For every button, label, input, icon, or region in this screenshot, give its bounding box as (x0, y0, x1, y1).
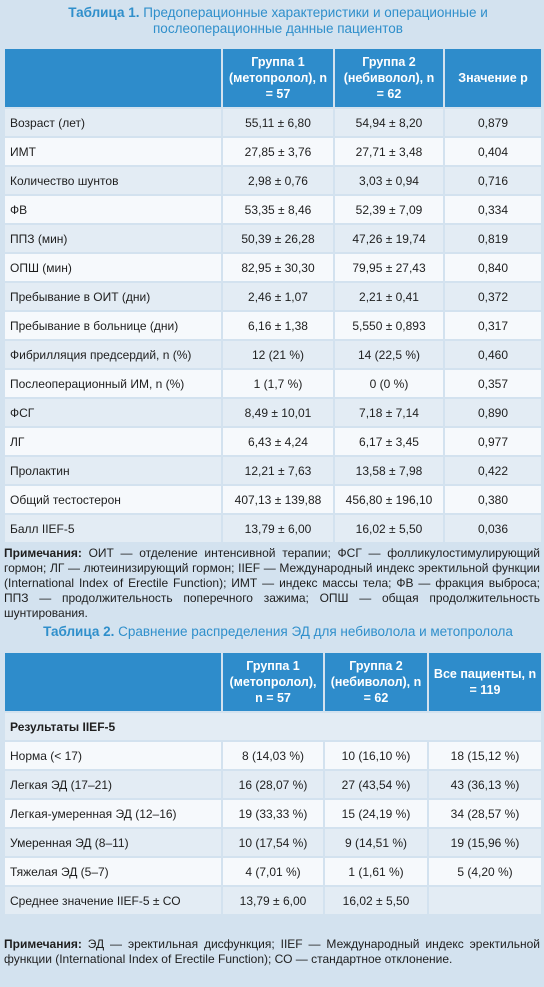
group2-value: 79,95 ± 27,43 (334, 253, 444, 282)
group2-value: 54,94 ± 8,20 (334, 108, 444, 137)
group1-value: 53,35 ± 8,46 (222, 195, 334, 224)
group1-value: 55,11 ± 6,80 (222, 108, 334, 137)
table-row (4, 514, 542, 543)
all-patients-value: 43 (36,13 %) (428, 770, 542, 799)
group1-value: 12,21 ± 7,63 (222, 456, 334, 485)
table1 (3, 47, 543, 544)
all-patients-value: 5 (4,20 %) (428, 857, 542, 886)
group1-value: 6,43 ± 4,24 (222, 427, 334, 456)
row-label: Тяжелая ЭД (5–7) (4, 857, 222, 886)
p-value: 0,819 (444, 224, 542, 253)
table-row (4, 166, 542, 195)
table-row (4, 857, 542, 886)
table-row (4, 886, 542, 915)
row-label: ОПШ (мин) (4, 253, 222, 282)
row-label: ФВ (4, 195, 222, 224)
table2-title-number: Таблица 2. (43, 624, 115, 639)
table2-header-group1: Группа 1 (метопролол), n = 57 (222, 652, 324, 712)
row-label: ИМТ (4, 137, 222, 166)
group2-value: 27 (43,54 %) (324, 770, 428, 799)
group2-value: 16,02 ± 5,50 (334, 514, 444, 543)
table-row (4, 253, 542, 282)
row-label: ЛГ (4, 427, 222, 456)
p-value: 0,890 (444, 398, 542, 427)
group2-value: 3,03 ± 0,94 (334, 166, 444, 195)
group2-value: 15 (24,19 %) (324, 799, 428, 828)
row-label: Пребывание в больнице (дни) (4, 311, 222, 340)
all-patients-value (428, 886, 542, 915)
group1-value: 1 (1,7 %) (222, 369, 334, 398)
group2-value: 1 (1,61 %) (324, 857, 428, 886)
row-label: Умеренная ЭД (8–11) (4, 828, 222, 857)
group1-value: 12 (21 %) (222, 340, 334, 369)
group2-value: 16,02 ± 5,50 (324, 886, 428, 915)
p-value: 0,357 (444, 369, 542, 398)
group1-value: 10 (17,54 %) (222, 828, 324, 857)
p-value: 0,317 (444, 311, 542, 340)
all-patients-value: 18 (15,12 %) (428, 741, 542, 770)
table-row (4, 108, 542, 137)
row-label: Норма (< 17) (4, 741, 222, 770)
row-label: Пребывание в ОИТ (дни) (4, 282, 222, 311)
table1-header-group1: Группа 1 (метопролол), n = 57 (222, 48, 334, 108)
group2-value: 14 (22,5 %) (334, 340, 444, 369)
group1-value: 2,46 ± 1,07 (222, 282, 334, 311)
group1-value: 19 (33,33 %) (222, 799, 324, 828)
group1-value: 82,95 ± 30,30 (222, 253, 334, 282)
p-value: 0,840 (444, 253, 542, 282)
row-label: Среднее значение IIEF-5 ± СО (4, 886, 222, 915)
group2-value: 5,550 ± 0,893 (334, 311, 444, 340)
p-value: 0,977 (444, 427, 542, 456)
group1-value: 16 (28,07 %) (222, 770, 324, 799)
table1-title (0, 5, 544, 37)
row-label: Послеоперационный ИМ, n (%) (4, 369, 222, 398)
p-value: 0,422 (444, 456, 542, 485)
table-row (4, 282, 542, 311)
group2-value: 10 (16,10 %) (324, 741, 428, 770)
group2-value: 13,58 ± 7,98 (334, 456, 444, 485)
table-row (4, 485, 542, 514)
group2-value: 6,17 ± 3,45 (334, 427, 444, 456)
table2-notes-text: ЭД — эректильная дисфункция; IIEF — Международный индекс эректильной функции (International Index of Erectile Function); СО — стандартное отклонение. (4, 937, 540, 966)
table1-header-row (4, 48, 542, 108)
group2-value: 7,18 ± 7,14 (334, 398, 444, 427)
group1-value: 13,79 ± 6,00 (222, 514, 334, 543)
group2-value: 2,21 ± 0,41 (334, 282, 444, 311)
table2-section-row (4, 712, 542, 741)
table-row (4, 741, 542, 770)
table1-body (4, 108, 542, 543)
group2-value: 52,39 ± 7,09 (334, 195, 444, 224)
table-row (4, 195, 542, 224)
p-value: 0,404 (444, 137, 542, 166)
group1-value: 13,79 ± 6,00 (222, 886, 324, 915)
table2-notes-label: Примечания: (4, 937, 82, 951)
table-row (4, 828, 542, 857)
table1-notes-text: ОИТ — отделение интенсивной терапии; ФСГ — фолликулостимулирующий гормон; ЛГ — лютеинизирующий гормон; IIEF — Международный индекс эректильной функции (International Index of Erectile Function); ИМТ — индекс массы тела; ФВ — фракция выброса; ППЗ — продолжительность поперечного зажима; ОПШ — общая продолжительность шунтирования. (4, 546, 540, 620)
table2-notes (4, 937, 540, 967)
table2 (3, 651, 543, 916)
all-patients-value: 34 (28,57 %) (428, 799, 542, 828)
row-label: Балл IIEF-5 (4, 514, 222, 543)
group1-value: 27,85 ± 3,76 (222, 137, 334, 166)
table-row (4, 427, 542, 456)
table-row (4, 137, 542, 166)
group1-value: 407,13 ± 139,88 (222, 485, 334, 514)
table2-header-empty (4, 652, 222, 712)
group1-value: 2,98 ± 0,76 (222, 166, 334, 195)
row-label: Возраст (лет) (4, 108, 222, 137)
table-row (4, 311, 542, 340)
group1-value: 4 (7,01 %) (222, 857, 324, 886)
row-label: Легкая ЭД (17–21) (4, 770, 222, 799)
table2-header-row (4, 652, 542, 712)
table-row (4, 799, 542, 828)
table1-header-pvalue: Значение p (444, 48, 542, 108)
p-value: 0,716 (444, 166, 542, 195)
all-patients-value: 19 (15,96 %) (428, 828, 542, 857)
table2-title-text: Сравнение распределения ЭД для небиволола и метопролола (118, 624, 513, 639)
table1-title-number: Таблица 1. (68, 5, 140, 20)
group2-value: 9 (14,51 %) (324, 828, 428, 857)
table-row (4, 456, 542, 485)
table1-notes (4, 546, 540, 621)
table1-notes-label: Примечания: (4, 546, 82, 560)
group1-value: 8,49 ± 10,01 (222, 398, 334, 427)
group2-value: 27,71 ± 3,48 (334, 137, 444, 166)
table2-header-all: Все пациенты, n = 119 (428, 652, 542, 712)
p-value: 0,334 (444, 195, 542, 224)
group1-value: 6,16 ± 1,38 (222, 311, 334, 340)
row-label: Фибрилляция предсердий, n (%) (4, 340, 222, 369)
p-value: 0,380 (444, 485, 542, 514)
group2-value: 47,26 ± 19,74 (334, 224, 444, 253)
row-label: Легкая-умеренная ЭД (12–16) (4, 799, 222, 828)
row-label: Пролактин (4, 456, 222, 485)
group2-value: 456,80 ± 196,10 (334, 485, 444, 514)
table2-section-label: Результаты IIEF-5 (4, 712, 542, 741)
table-row (4, 224, 542, 253)
table-row (4, 369, 542, 398)
table2-title (0, 624, 544, 640)
group2-value: 0 (0 %) (334, 369, 444, 398)
table-row (4, 340, 542, 369)
table2-header-group2: Группа 2 (небиволол), n = 62 (324, 652, 428, 712)
row-label: Общий тестостерон (4, 485, 222, 514)
p-value: 0,879 (444, 108, 542, 137)
row-label: ФСГ (4, 398, 222, 427)
table2-body (4, 712, 542, 915)
table-row (4, 398, 542, 427)
p-value: 0,460 (444, 340, 542, 369)
p-value: 0,372 (444, 282, 542, 311)
table1-header-empty (4, 48, 222, 108)
row-label: ППЗ (мин) (4, 224, 222, 253)
p-value: 0,036 (444, 514, 542, 543)
group1-value: 8 (14,03 %) (222, 741, 324, 770)
table1-header-group2: Группа 2 (небиволол), n = 62 (334, 48, 444, 108)
group1-value: 50,39 ± 26,28 (222, 224, 334, 253)
table1-title-text: Предоперационные характеристики и операционные и послеоперационные данные пациентов (143, 5, 488, 36)
table-row (4, 770, 542, 799)
row-label: Количество шунтов (4, 166, 222, 195)
